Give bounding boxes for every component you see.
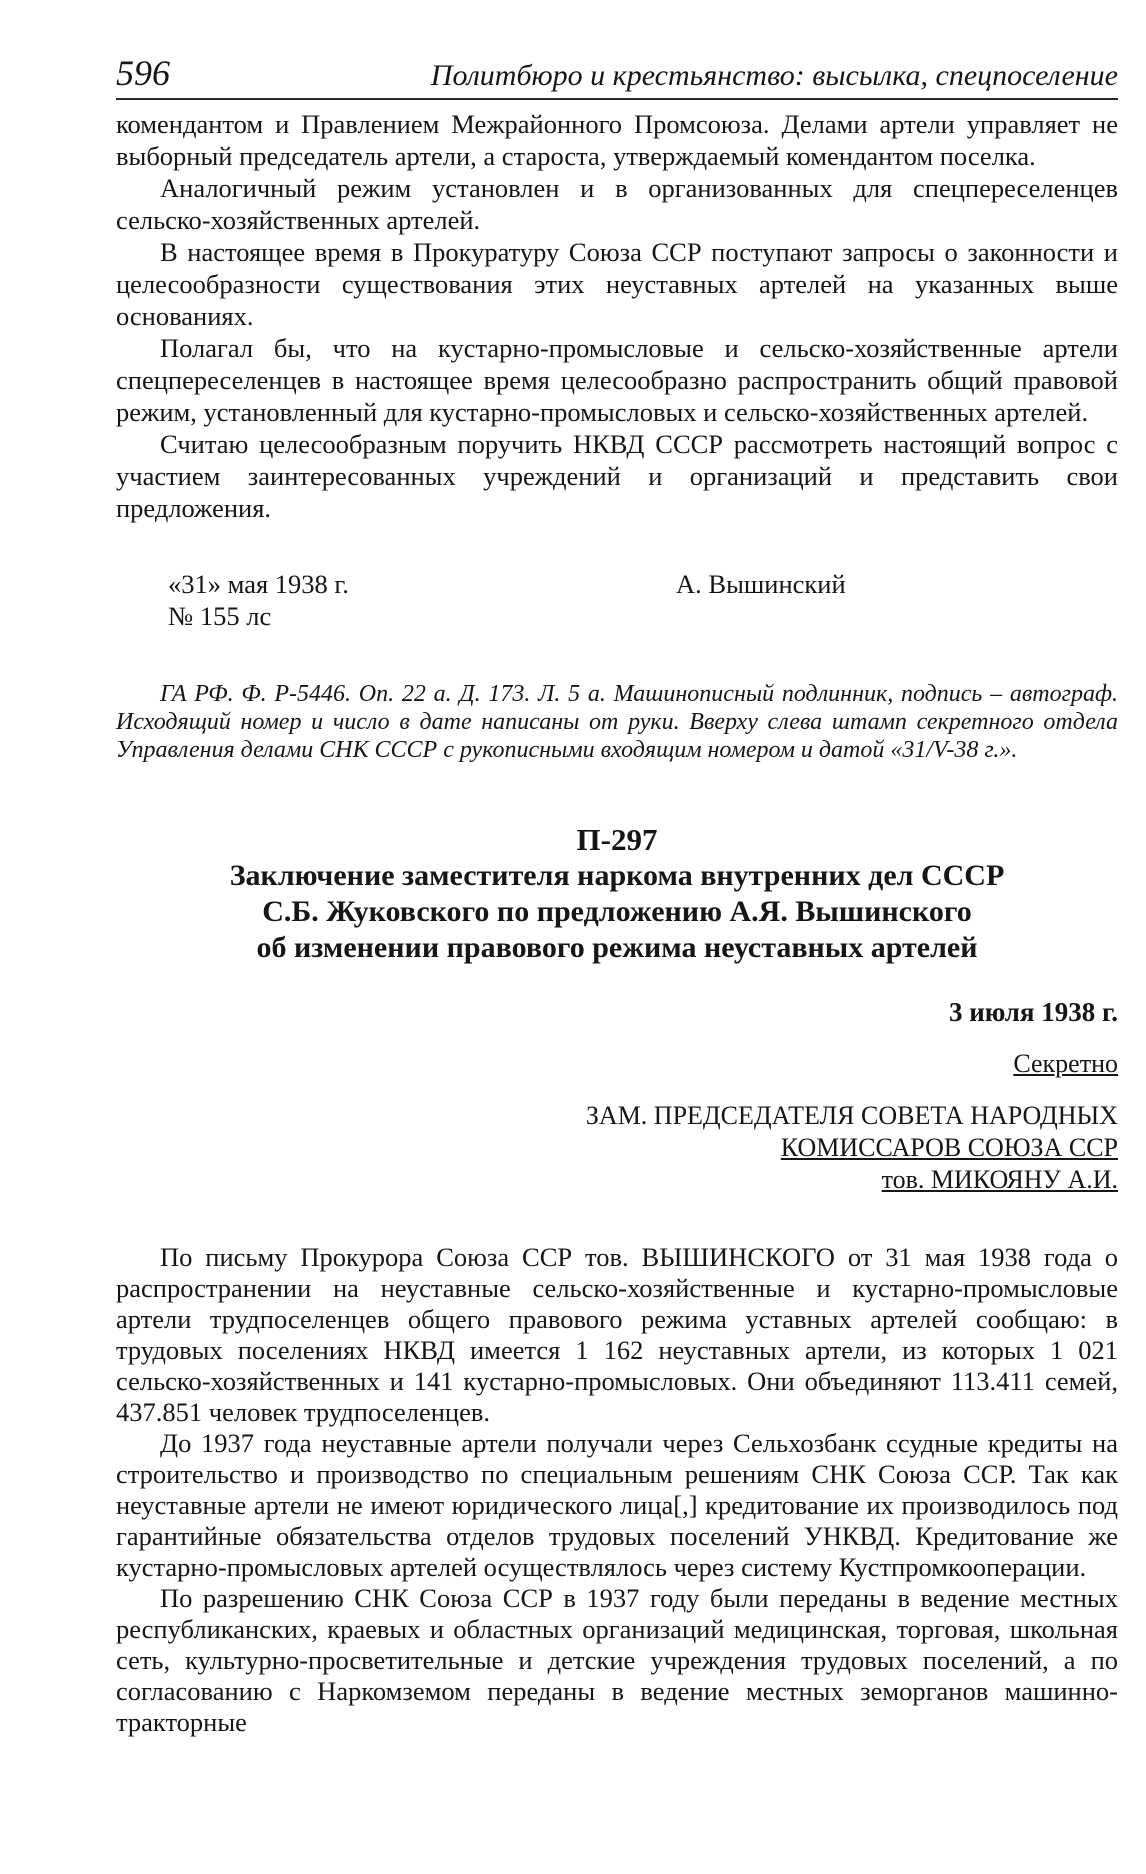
classification-label: Секретно xyxy=(1013,1049,1118,1078)
document-title-line: Заключение заместителя наркома внутренних дел СССР xyxy=(229,859,1005,892)
running-title: Политбюро и крестьянство: высылка, спецпоселение xyxy=(430,59,1118,92)
paragraph: По письму Прокурора Союза ССР тов. ВЫШИНСКОГО от 31 мая 1938 года о распространении на неуставные сельско-хозяйственные и кустарно-промысловые артели трудпоселенцев общего правового режима уставных артелей сообщаю: в трудовых поселениях НКВД имеется 1 162 неуставных артели, из которых 1 021 сельско-хозяйственных и 141 кустарно-промысловых. Они объединяют 113.411 семей, 437.851 человек трудпоселенцев. xyxy=(116,1242,1118,1427)
addressee-line: тов. МИКОЯНУ А.И. xyxy=(881,1165,1118,1194)
paragraph: Аналогичный режим установлен и в организованных для спецпереселенцев сельско-хозяйственных артелей. xyxy=(116,173,1118,235)
paragraph: Полагал бы, что на кустарно-промысловые и сельско-хозяйственные артели спецпереселенцев в настоящее время целесообразно распространить общий правовой режим, установленный для кустарно-промысловых и сельско-хозяйственных артелей. xyxy=(116,333,1118,427)
addressee-block xyxy=(116,1100,1118,1196)
document-heading xyxy=(116,822,1118,966)
book-page xyxy=(116,52,1118,1738)
page-number: 596 xyxy=(116,53,170,93)
document-date: 3 июля 1938 г. xyxy=(949,997,1118,1027)
addressee-line-wrap xyxy=(116,1164,1118,1196)
document-code: П-297 xyxy=(576,822,658,857)
document-title-line: об изменении правового режима неуставных артелей xyxy=(256,931,978,964)
document-title-line: С.Б. Жуковского по предложению А.Я. Вышинского xyxy=(262,895,972,928)
signatory-name: А. Вышинский xyxy=(676,569,846,599)
document-body xyxy=(116,1242,1118,1738)
paragraph: По разрешению СНК Союза ССР в 1937 году были переданы в ведение местных республиканских, краевых и областных организаций медицинская, торговая, школьная сеть, культурно-просветительные и детские учреждения трудовых поселений, а по согласованию с Наркомземом переданы в ведение местных земорганов машинно-тракторные xyxy=(116,1583,1118,1737)
signature-block xyxy=(168,568,1118,632)
previous-document-text xyxy=(116,108,1118,524)
addressee-line: ЗАМ. ПРЕДСЕДАТЕЛЯ СОВЕТА НАРОДНЫХ xyxy=(585,1101,1118,1130)
classification-mark xyxy=(116,1048,1118,1080)
paragraph: До 1937 года неуставные артели получали через Сельхозбанк ссудные кредиты на строительство и производство по специальным решениям СНК Союза ССР. Так как неуставные артели не имеют юридического лица[,] кредитование их производилось под гарантийные обязательства отделов трудовых поселений УНКВД. Кредитование же кустарно-промысловых артелей осуществлялось через систему Кустпромкооперации. xyxy=(116,1428,1118,1582)
paragraph: комендантом и Правлением Межрайонного Промсоюза. Делами артели управляет не выборный председатель артели, а староста, утверждаемый комендантом поселка. xyxy=(116,109,1118,171)
page-header xyxy=(116,52,1118,100)
signature-date: «31» мая 1938 г. xyxy=(168,569,349,599)
addressee-line: КОМИССАРОВ СОЮЗА ССР xyxy=(780,1133,1118,1162)
paragraph: Считаю целесообразным поручить НКВД СССР рассмотреть настоящий вопрос с участием заинтересованных учреждений и организаций и представить свои предложения. xyxy=(116,429,1118,523)
paragraph: В настоящее время в Прокуратуру Союза ССР поступают запросы о законности и целесообразности существования этих неуставных артелей на указанных выше основаниях. xyxy=(116,237,1118,331)
outgoing-number: № 155 лс xyxy=(168,601,272,631)
archival-source-note: ГА РФ. Ф. Р-5446. Оп. 22 а. Д. 173. Л. 5 а. Машинописный подлинник, подпись – автограф. Исходящий номер и число в дате написаны от руки. Вверху слева штамп секретного отдела Управления делами СНК СССР с рукописными входящим номером и датой «31/V-38 г.». xyxy=(116,681,1118,763)
addressee-line-wrap xyxy=(116,1132,1118,1164)
